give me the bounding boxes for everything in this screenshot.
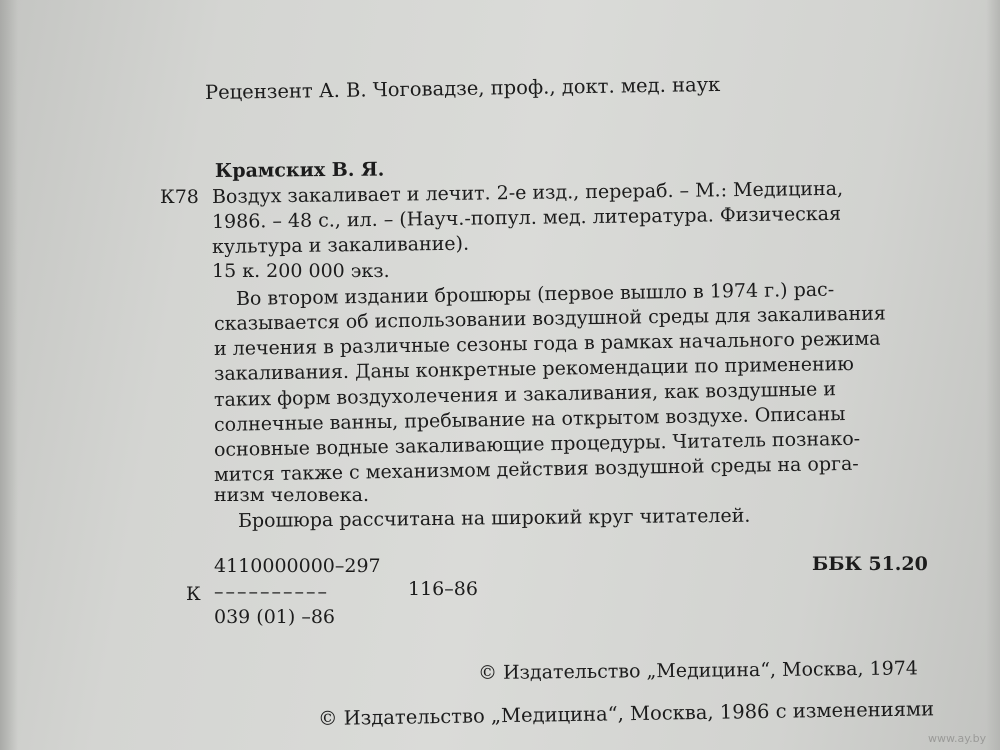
index-code: К78 <box>160 186 199 208</box>
annotation-line-4: закаливания. Даны конкретные рекомендации по применению <box>213 352 855 385</box>
audience-line: Брошюра рассчитана на широкий круг читателей. <box>237 504 751 532</box>
annotation-line-2: сказывается об использовании воздушной среды для закаливания <box>213 302 886 335</box>
site-watermark: www.ay.by <box>928 732 987 745</box>
annotation-line-5: таких форм воздухолечения и закаливания, как воздушные и <box>213 378 837 411</box>
annotation-line-6: солнечные ванны, пребывание на открытом воздухе. Описаны <box>213 402 846 436</box>
annotation-line-3: и лечения в различные сезоны года в рамках начального режима <box>213 327 881 360</box>
print-run: 15 к. 200 000 экз. <box>212 260 390 282</box>
code-numerator: 4110000000–297 <box>214 555 381 577</box>
copyright-1986: © Издательство „Медицина“, Москва, 1986 с изменениями <box>317 697 935 730</box>
annotation-line-8: мится также с механизмом действия воздушной среды на орга- <box>213 452 859 486</box>
code-letter: К <box>186 583 201 605</box>
bib-line-2: 1986. – 48 с., ил. – (Науч.-попул. мед. литература. Физическая <box>211 202 842 233</box>
code-dashes: –––––––––– <box>214 581 329 603</box>
annotation-line-7: основные водные закаливающие процедуры. Читатель познако- <box>213 427 861 461</box>
bib-line-1: Воздух закаливает и лечит. 2-е изд., перераб. – М.: Медицина, <box>211 177 844 208</box>
author-name: Крамских В. Я. <box>214 158 385 182</box>
annotation-line-1: Во втором издании брошюры (первое вышло в 1974 г.) рас- <box>235 278 835 310</box>
annotation-line-9: низм человека. <box>214 484 370 506</box>
page-edge-shadow <box>986 0 1000 750</box>
code-number: 116–86 <box>408 578 478 600</box>
code-denominator: 039 (01) –86 <box>214 606 336 628</box>
copyright-1974: © Издательство „Медицина“, Москва, 1974 <box>477 657 919 684</box>
bbk-code: ББК 51.20 <box>812 553 928 575</box>
binding-shadow <box>0 0 18 750</box>
reviewer-line: Рецензент А. В. Чоговадзе, проф., докт. мед. наук <box>204 72 721 104</box>
bib-line-3: культура и закаливание). <box>211 232 470 258</box>
